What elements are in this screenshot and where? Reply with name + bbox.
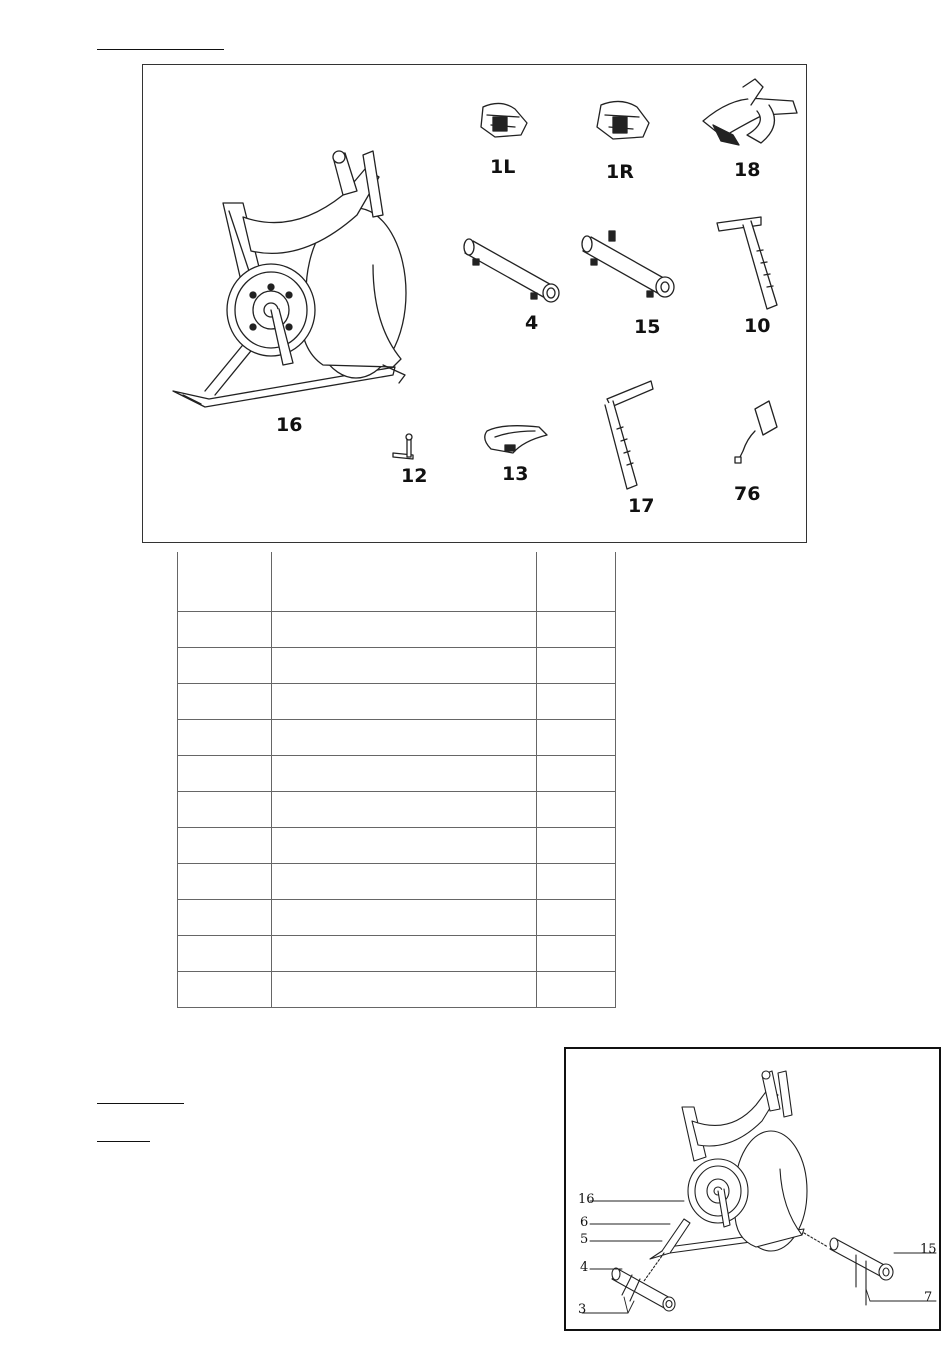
- table-cell: [272, 552, 537, 611]
- rear-stabilizer-15-drawing: [582, 231, 674, 297]
- assembly-label-3: 3: [578, 1302, 587, 1317]
- assembly-label-16: 16: [578, 1192, 595, 1207]
- front-stabilizer-4-drawing: [464, 239, 559, 302]
- table-cell: [178, 719, 272, 755]
- assembled-front-stabilizer-drawing: [612, 1253, 675, 1311]
- table-header-row: [178, 552, 616, 611]
- part-label-15: 15: [634, 316, 661, 338]
- parts-table: [177, 552, 616, 1008]
- sensor-76-drawing: [735, 401, 777, 463]
- table-cell: [537, 935, 616, 971]
- right-pedal-1R-drawing: [597, 101, 649, 139]
- table-cell: [537, 719, 616, 755]
- handlebar-18-drawing: [703, 79, 797, 145]
- table-cell: [178, 935, 272, 971]
- heading-underline-top: [97, 49, 224, 50]
- table-row: [178, 971, 616, 1007]
- table-cell: [537, 552, 616, 611]
- table-cell: [178, 647, 272, 683]
- assembly-label-7: 7: [924, 1290, 933, 1305]
- table-cell: [272, 791, 537, 827]
- assembled-frame-drawing: [650, 1071, 807, 1259]
- table-cell: [537, 755, 616, 791]
- pin-12-drawing: [393, 434, 413, 459]
- table-cell: [272, 935, 537, 971]
- table-cell: [537, 647, 616, 683]
- table-cell: [272, 827, 537, 863]
- part-label-16: 16: [276, 414, 303, 436]
- saddle-13-drawing: [485, 426, 547, 453]
- table-cell: [537, 827, 616, 863]
- table-cell: [272, 899, 537, 935]
- table-cell: [272, 971, 537, 1007]
- table-row: [178, 791, 616, 827]
- table-row: [178, 683, 616, 719]
- table-cell: [537, 863, 616, 899]
- part-label-18: 18: [734, 159, 761, 181]
- table-cell: [178, 827, 272, 863]
- table-cell: [272, 611, 537, 647]
- table-cell: [178, 863, 272, 899]
- table-row: [178, 863, 616, 899]
- table-cell: [272, 863, 537, 899]
- table-cell: [537, 791, 616, 827]
- table-row: [178, 719, 616, 755]
- table-cell: [537, 611, 616, 647]
- part-label-76: 76: [734, 483, 761, 505]
- assembly-figure: [564, 1047, 941, 1331]
- table-cell: [178, 683, 272, 719]
- table-cell: [178, 755, 272, 791]
- table-row: [178, 827, 616, 863]
- handlebar-post-17-drawing: [605, 381, 653, 489]
- table-cell: [272, 755, 537, 791]
- table-cell: [178, 611, 272, 647]
- table-cell: [537, 971, 616, 1007]
- parts-drawing: [143, 65, 808, 544]
- assembly-label-15: 15: [920, 1242, 937, 1257]
- part-label-1L: 1L: [490, 156, 516, 178]
- assembly-label-6: 6: [580, 1215, 589, 1230]
- part-label-12: 12: [401, 465, 428, 487]
- assembled-rear-stabilizer-drawing: [804, 1233, 893, 1305]
- table-row: [178, 935, 616, 971]
- left-pedal-1L-drawing: [481, 103, 527, 137]
- heading-underline-step: [97, 1103, 184, 1104]
- part-label-17: 17: [628, 495, 655, 517]
- seat-post-10-drawing: [717, 217, 777, 309]
- table-cell: [272, 647, 537, 683]
- table-cell: [178, 971, 272, 1007]
- assembly-label-5: 5: [580, 1232, 589, 1247]
- parts-figure: [142, 64, 807, 543]
- table-cell: [178, 899, 272, 935]
- table-cell: [537, 899, 616, 935]
- part-label-4: 4: [525, 312, 539, 334]
- table-row: [178, 611, 616, 647]
- table-cell: [178, 552, 272, 611]
- table-cell: [272, 719, 537, 755]
- table-row: [178, 755, 616, 791]
- table-cell: [537, 683, 616, 719]
- heading-underline-sub: [97, 1141, 150, 1142]
- assembly-label-4: 4: [580, 1260, 589, 1275]
- part-label-10: 10: [744, 315, 771, 337]
- table-row: [178, 647, 616, 683]
- table-cell: [272, 683, 537, 719]
- table-cell: [178, 791, 272, 827]
- part-label-1R: 1R: [606, 161, 634, 183]
- assembly-drawing: [566, 1049, 943, 1333]
- part-label-13: 13: [502, 463, 529, 485]
- table-row: [178, 899, 616, 935]
- main-frame-16-drawing: [173, 151, 406, 407]
